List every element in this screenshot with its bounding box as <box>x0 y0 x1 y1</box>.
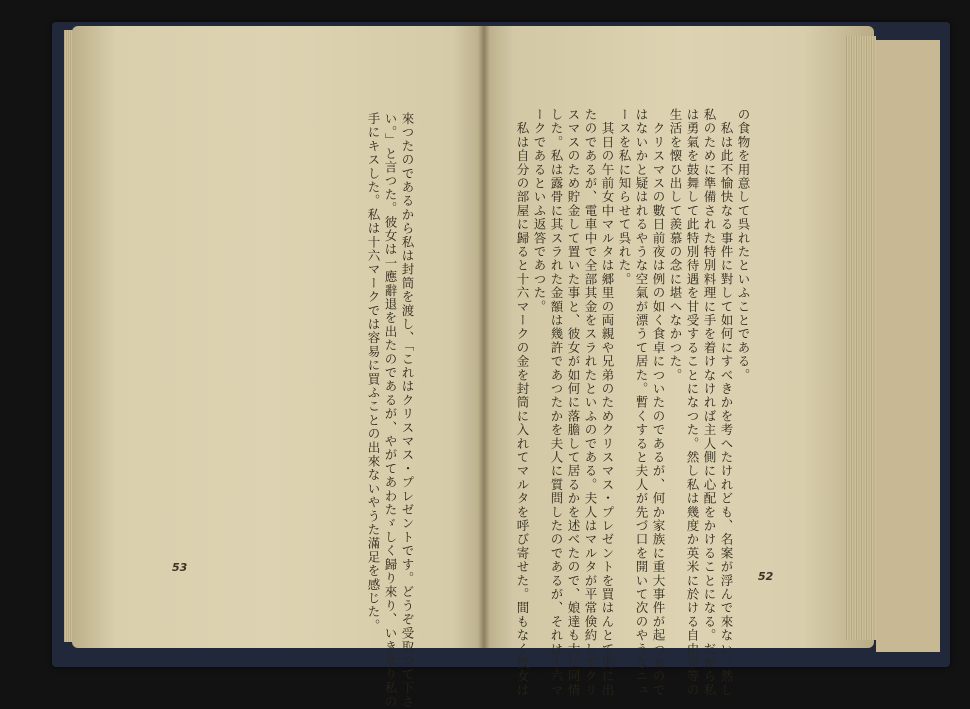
right-page-number: 52 <box>758 570 774 583</box>
right-page-line-7: はないかと疑はれるやうな空氣が漂うて居た。暫くすると夫人が先づ口を開いて次のやうなニュ <box>634 108 649 698</box>
right-page-line-5: 生活を懐ひ出して羨慕の念に堪へなかつた。 <box>668 108 683 382</box>
left-page-line-1: 來つたのであるから私は封筒を渡し、「これはクリスマス・プレゼントです。どうぞ受取つて下さ <box>400 112 415 709</box>
right-page-line-10: たのであるが、電車中で全部其金をスラれたといふのである。夫人はマルタが平常倹約してクリ <box>583 108 598 698</box>
left-page-line-3: 手にキスした。私は十六マークでは容易に買ふことの出來ないやうた滿足を感じた。 <box>366 112 381 633</box>
right-page-line-11: スマスのため貯金して置いた事と、彼女が如何に落膽して居るかを述べたので、娘達も大に同情 <box>566 108 581 698</box>
right-page-line-13: ークであるといふ返答であつた。 <box>532 108 547 314</box>
right-page-line-1: の食物を用意して呉れたといふことである。 <box>736 108 751 382</box>
right-page-line-12: した。私は露骨に其スラれた金額は幾許であつたかを夫人に質問したのであるが、それは十六マ <box>549 108 564 698</box>
right-page-line-3: 私のために準備された特別料理に手を着けなければ主人側に心配をかけることになる。だから私 <box>702 108 717 698</box>
right-page-edges <box>846 36 876 640</box>
left-page-line-2: い。」と言つた。彼女は一應辭退を出たのであるが、やがてあわたゞしく歸り來り、いきなり私の <box>383 112 398 709</box>
left-page <box>72 26 484 709</box>
right-page <box>484 26 874 698</box>
left-page-number: 53 <box>172 561 188 574</box>
right-page-line-2: 私は此不愉快なる事件に對して如何にすべきかを考へたけれども、名案が浮んで來ない。然し <box>719 108 734 698</box>
right-page-line-8: ースを私に知らせて呉れた。 <box>617 108 632 287</box>
right-page-line-14: 私は自分の部屋に歸ると十六マークの金を封筒に入れてマルタを呼び寄せた。間もなく彼女は <box>515 108 530 698</box>
right-page-line-6: クリスマスの數日前夜は例の如く食卓についたのであるが、何か家族に重大事件が起つたので <box>651 108 666 698</box>
right-page-line-4: は勇氣を鼓舞して此特別待遇を甘受することになつた。然し私は幾度か英米に於ける自由平等の <box>685 108 700 698</box>
right-page-line-9: 其日の午前女中マルタは郷里の両親や兄弟のためクリスマス・プレゼントを買はんとて街に出 <box>600 108 615 698</box>
book-gutter <box>478 26 490 648</box>
back-endpaper <box>876 40 940 652</box>
